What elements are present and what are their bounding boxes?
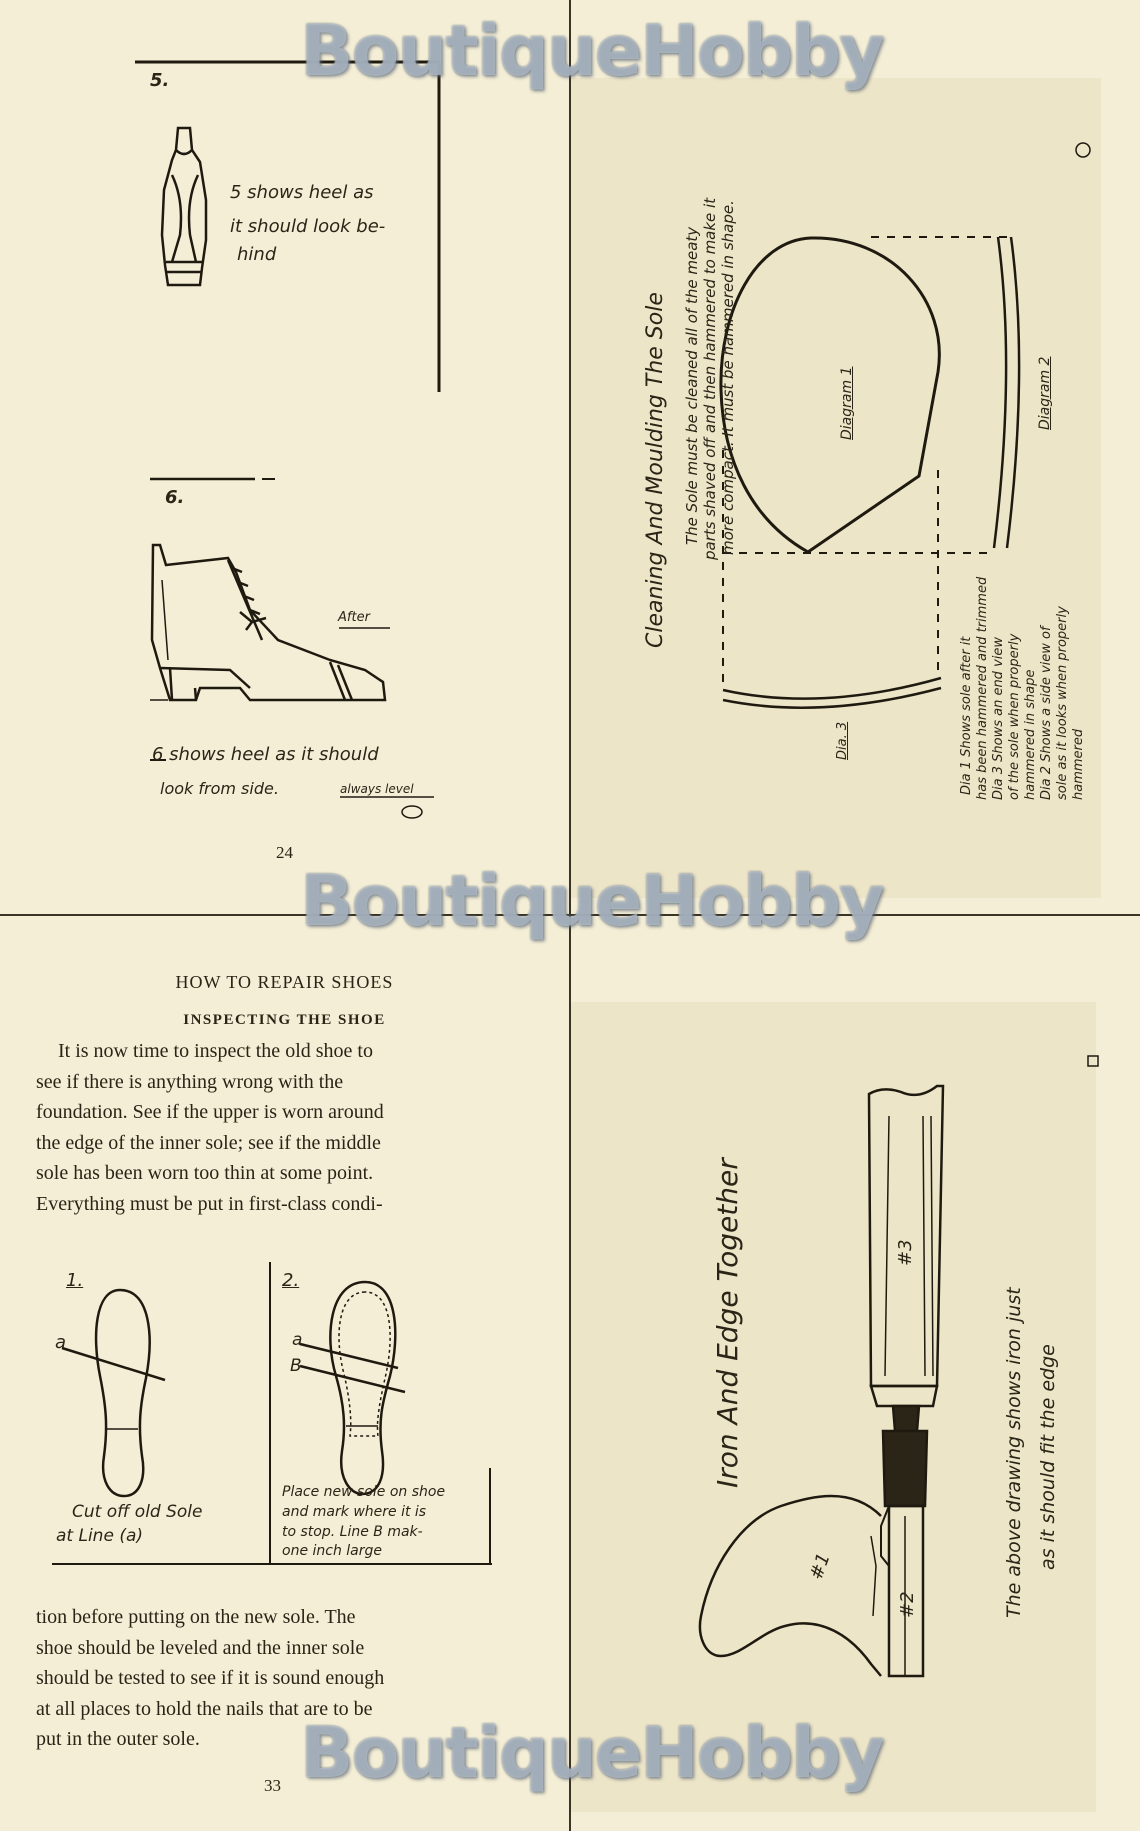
fig1-sole-drawing [62, 1290, 165, 1496]
fig5-label: 5. [150, 70, 170, 91]
page-24 [0, 0, 569, 914]
stamp-icon [402, 806, 422, 818]
fig6-caption-note: always level [340, 782, 414, 796]
sole-page-title: Cleaning And Moulding The Sole [643, 292, 668, 648]
diagram-1-label: Diagram 1 [839, 366, 855, 440]
stamp-icon [1088, 1056, 1098, 1066]
iron-caption-line2: as it should fit the edge [1037, 1344, 1059, 1570]
sole-note-line2: parts shaved off and then hammered to make it [701, 197, 719, 560]
label-edge-1: #1 [805, 1550, 835, 1583]
label-handle-3: #3 [895, 1239, 916, 1266]
page-33 [0, 916, 569, 1831]
para2-line: at all places to hold the nails that are to be [36, 1697, 373, 1720]
page-number-33: 33 [264, 1776, 281, 1795]
sole-side-line1: Dia 1 Shows sole after it [959, 636, 974, 795]
fig6-caption-line1: 6 shows heel as it should [152, 744, 379, 765]
after-label: After [338, 610, 370, 625]
iron-caption-line1: The above drawing shows iron just [1003, 1287, 1025, 1618]
para2-line: shoe should be leveled and the inner sole [36, 1636, 365, 1659]
diagram-3-label: Dia. 3 [835, 721, 850, 760]
watermark-middle: BoutiqueHobby [300, 860, 883, 942]
page-iron [571, 916, 1140, 1831]
fig6-caption-line2: look from side. [160, 779, 279, 798]
running-header: HOW TO REPAIR SHOES [175, 972, 394, 992]
fig2-line-b-label: B [290, 1356, 302, 1376]
diagram-3-end-view [723, 678, 941, 708]
fig1-label: 1. [66, 1270, 84, 1291]
para1-line: It is now time to inspect the old shoe to [58, 1040, 373, 1062]
para1-line: see if there is anything wrong with the [36, 1070, 344, 1093]
sole-side-line4: of the sole when properly [1007, 633, 1022, 800]
fig2-line-a-label: a [292, 1330, 303, 1350]
fig2-caption-line2: and mark where it is [282, 1504, 427, 1520]
para2-line: tion before putting on the new sole. The [36, 1606, 356, 1628]
sole-side-line5: hammered in shape [1023, 669, 1038, 800]
sole-note-line1: The Sole must be cleaned all of the meaty [683, 226, 701, 545]
page-24-drawings [0, 0, 569, 914]
fig1-caption-line2: at Line (a) [56, 1526, 144, 1546]
para1-line: Everything must be put in first-class condi- [36, 1192, 383, 1215]
para1-line: foundation. See if the upper is worn around [36, 1101, 384, 1123]
fig1-caption-line1: Cut off old Sole [72, 1502, 203, 1522]
heel-back-drawing [162, 128, 206, 285]
iron-page-title: Iron And Edge Together [711, 1158, 744, 1488]
page-sole [571, 0, 1140, 914]
fig2-caption-line1: Place new sole on shoe [282, 1484, 446, 1500]
sole-side-line2: has been hammered and trimmed [975, 576, 990, 800]
sole-side-line7: sole as it looks when properly [1055, 606, 1070, 800]
fig2-caption-line3: to stop. Line B mak- [282, 1524, 423, 1540]
stamp-icon [1076, 143, 1090, 157]
fig1-line-a-label: a [55, 1332, 67, 1353]
fig5-caption-line2: it should look be- [230, 216, 386, 237]
diagram-2-side-view [994, 237, 1019, 548]
fig5-caption-line3: hind [237, 244, 277, 265]
para1-line: the edge of the inner sole; see if the middle [36, 1131, 381, 1154]
para2-line: put in the outer sole. [36, 1728, 200, 1750]
para2-line: should be tested to see if it is sound enough [36, 1667, 385, 1689]
watermark-top: BoutiqueHobby [300, 10, 883, 92]
fig2-caption-line4: one inch large [282, 1543, 383, 1559]
fig2-sole-drawing [300, 1282, 405, 1494]
sole-side-line6: Dia 2 Shows a side view of [1039, 626, 1054, 800]
fig2-label: 2. [282, 1270, 300, 1291]
fig5-caption-line1: 5 shows heel as [230, 182, 374, 203]
diagram-2-label: Diagram 2 [1037, 356, 1053, 430]
sole-side-line8: hammered [1071, 728, 1086, 800]
watermark-bottom: BoutiqueHobby [300, 1712, 883, 1794]
sole-side-line3: Dia 3 Shows an end view [991, 636, 1006, 800]
diagram-1-sole-outline [721, 238, 939, 552]
page-number-24: 24 [276, 843, 293, 862]
para1-line: sole has been worn too thin at some point. [36, 1162, 374, 1184]
label-blade-2: #2 [897, 1591, 918, 1618]
sole-note-line3: more compact. It must be hammered in shape. [719, 200, 737, 555]
section-heading: INSPECTING THE SHOE [183, 1012, 386, 1028]
fig6-label: 6. [165, 487, 185, 508]
